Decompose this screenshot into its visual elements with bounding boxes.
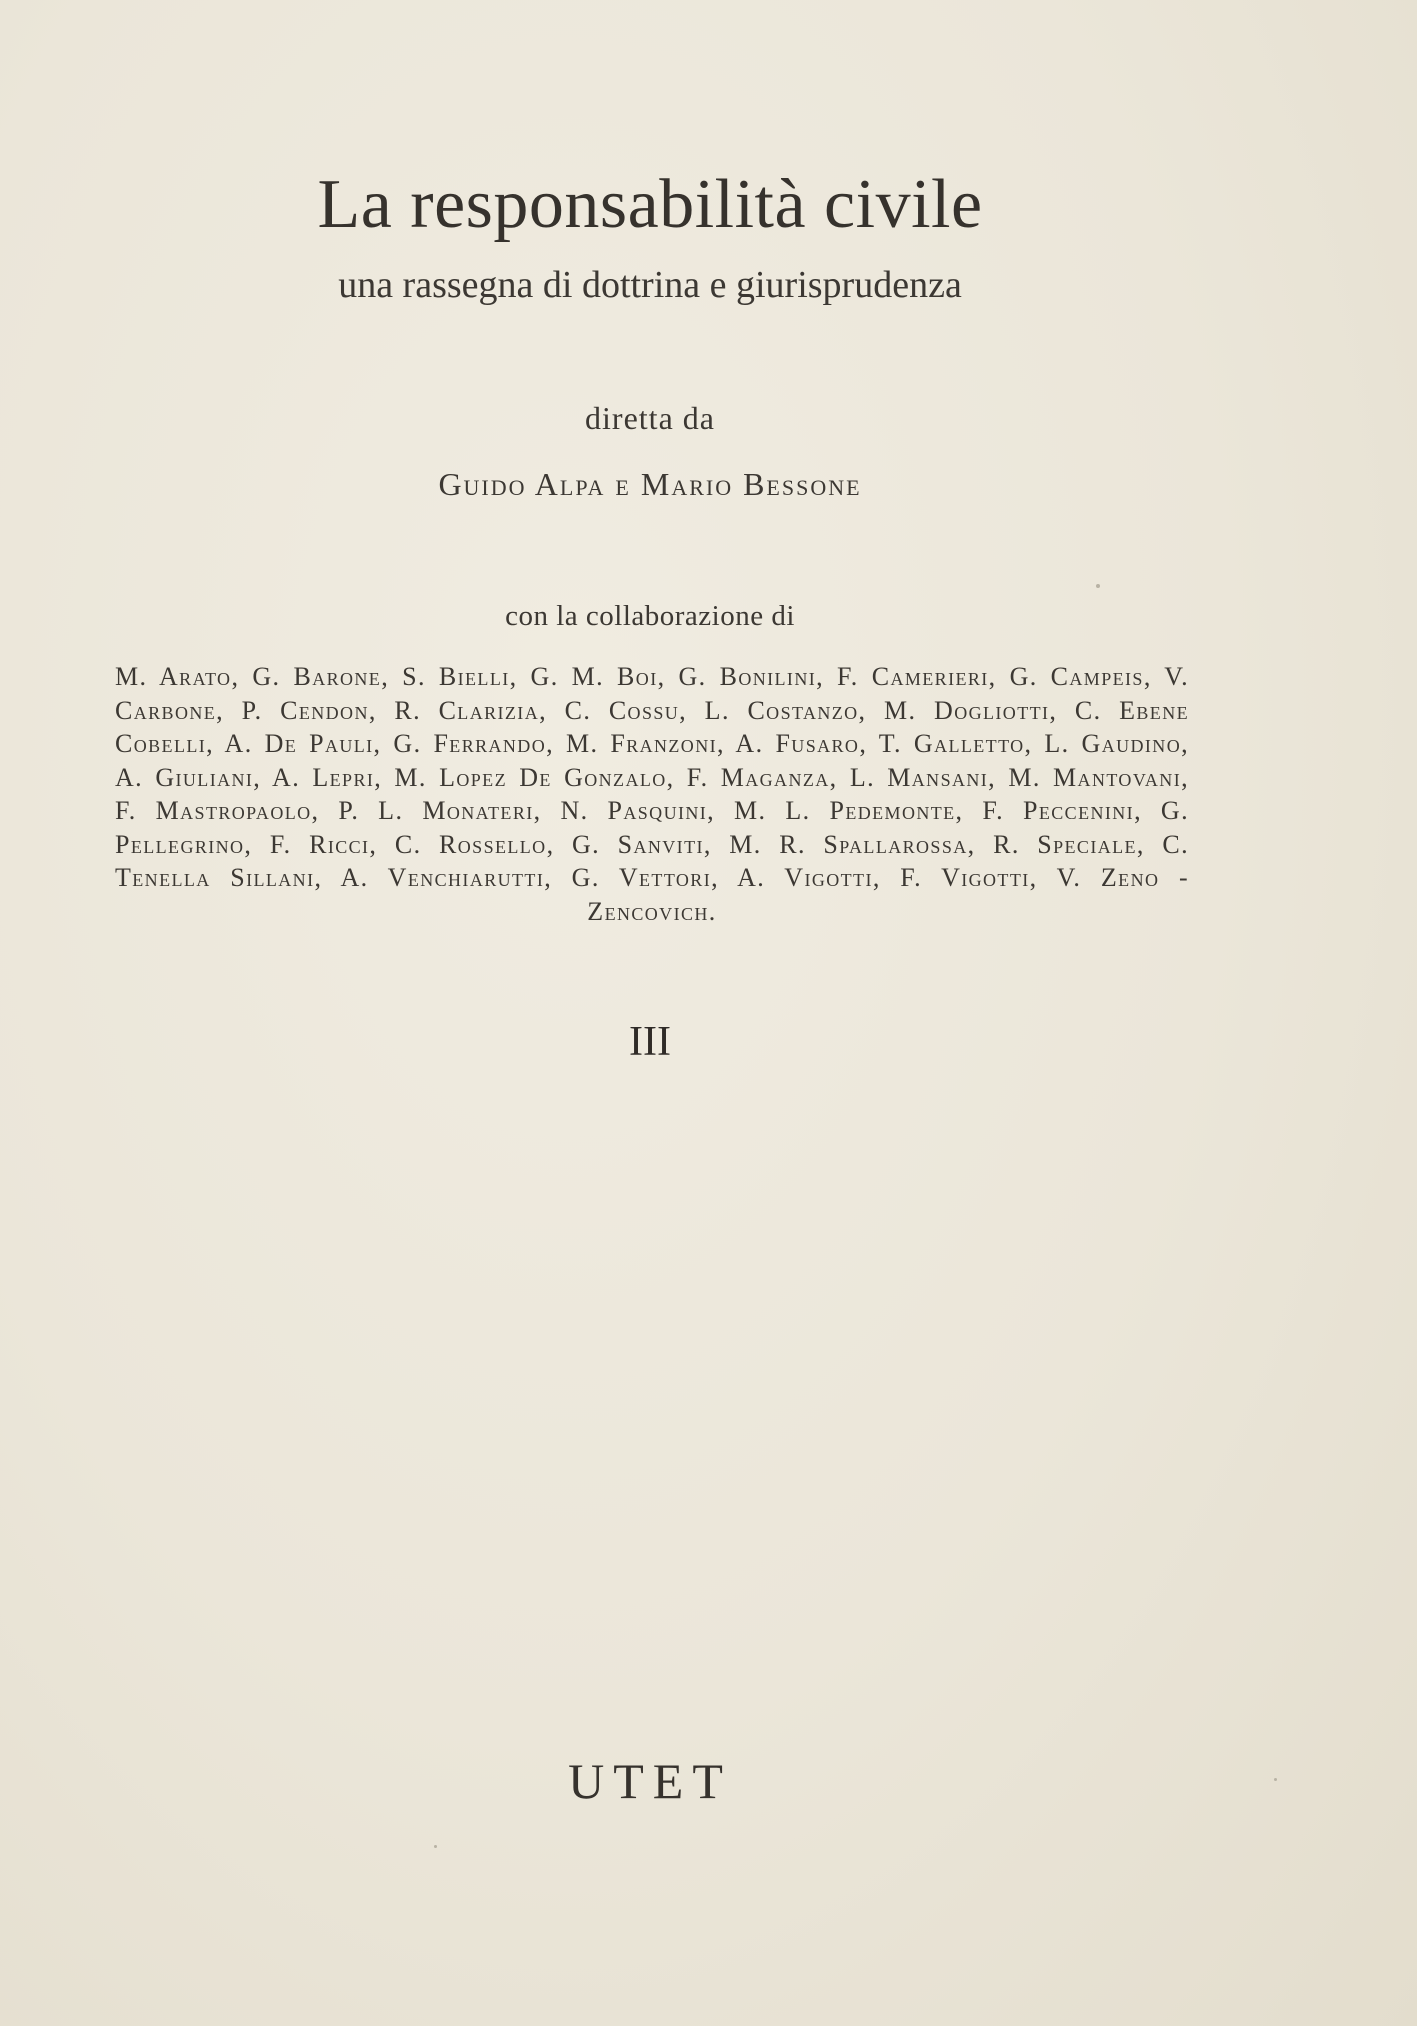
- contributors-list: M. Arato, G. Barone, S. Bielli, G. M. Boi, G. Bonilini, F. Camerieri, G. Campeis, V. Carbone, P. Cendon, R. Clarizia, C. Cossu, L. Costanzo, M. Dogliotti, C. Ebene Cobelli, A. De Pauli, G. Ferrando, M. Franzoni, A. Fusaro, T. Galletto, L. Gaudino, A. Giuliani, A. Lepri, M. Lopez De Gonzalo, F. Maganza, L. Mansani, M. Mantovani, F. Mastropaolo, P. L. Monateri, N. Pasquini, M. L. Pedemonte, F. Peccenini, G. Pellegrino, F. Ricci, C. Rossello, G. Sanviti, M. R. Spallarossa, R. Speciale, C. Tenella Sillani, A. Venchiarutti, G. Vettori, A. Vigotti, F. Vigotti, V. Zeno - Zencovich.: [115, 662, 1189, 926]
- directed-by-label: diretta da: [585, 400, 715, 436]
- collaboration-label: con la collaborazione di: [505, 600, 795, 632]
- publisher-name: UTET: [568, 1753, 732, 1809]
- paper-speck: [1274, 1778, 1277, 1781]
- paper-speck: [1096, 584, 1100, 588]
- book-title: La responsabilità civile: [317, 166, 983, 243]
- paper-speck: [434, 1845, 437, 1848]
- book-subtitle: una rassegna di dottrina e giurisprudenza: [338, 264, 962, 306]
- editors-names: Guido Alpa e Mario Bessone: [438, 466, 862, 502]
- volume-number: III: [629, 1019, 671, 1065]
